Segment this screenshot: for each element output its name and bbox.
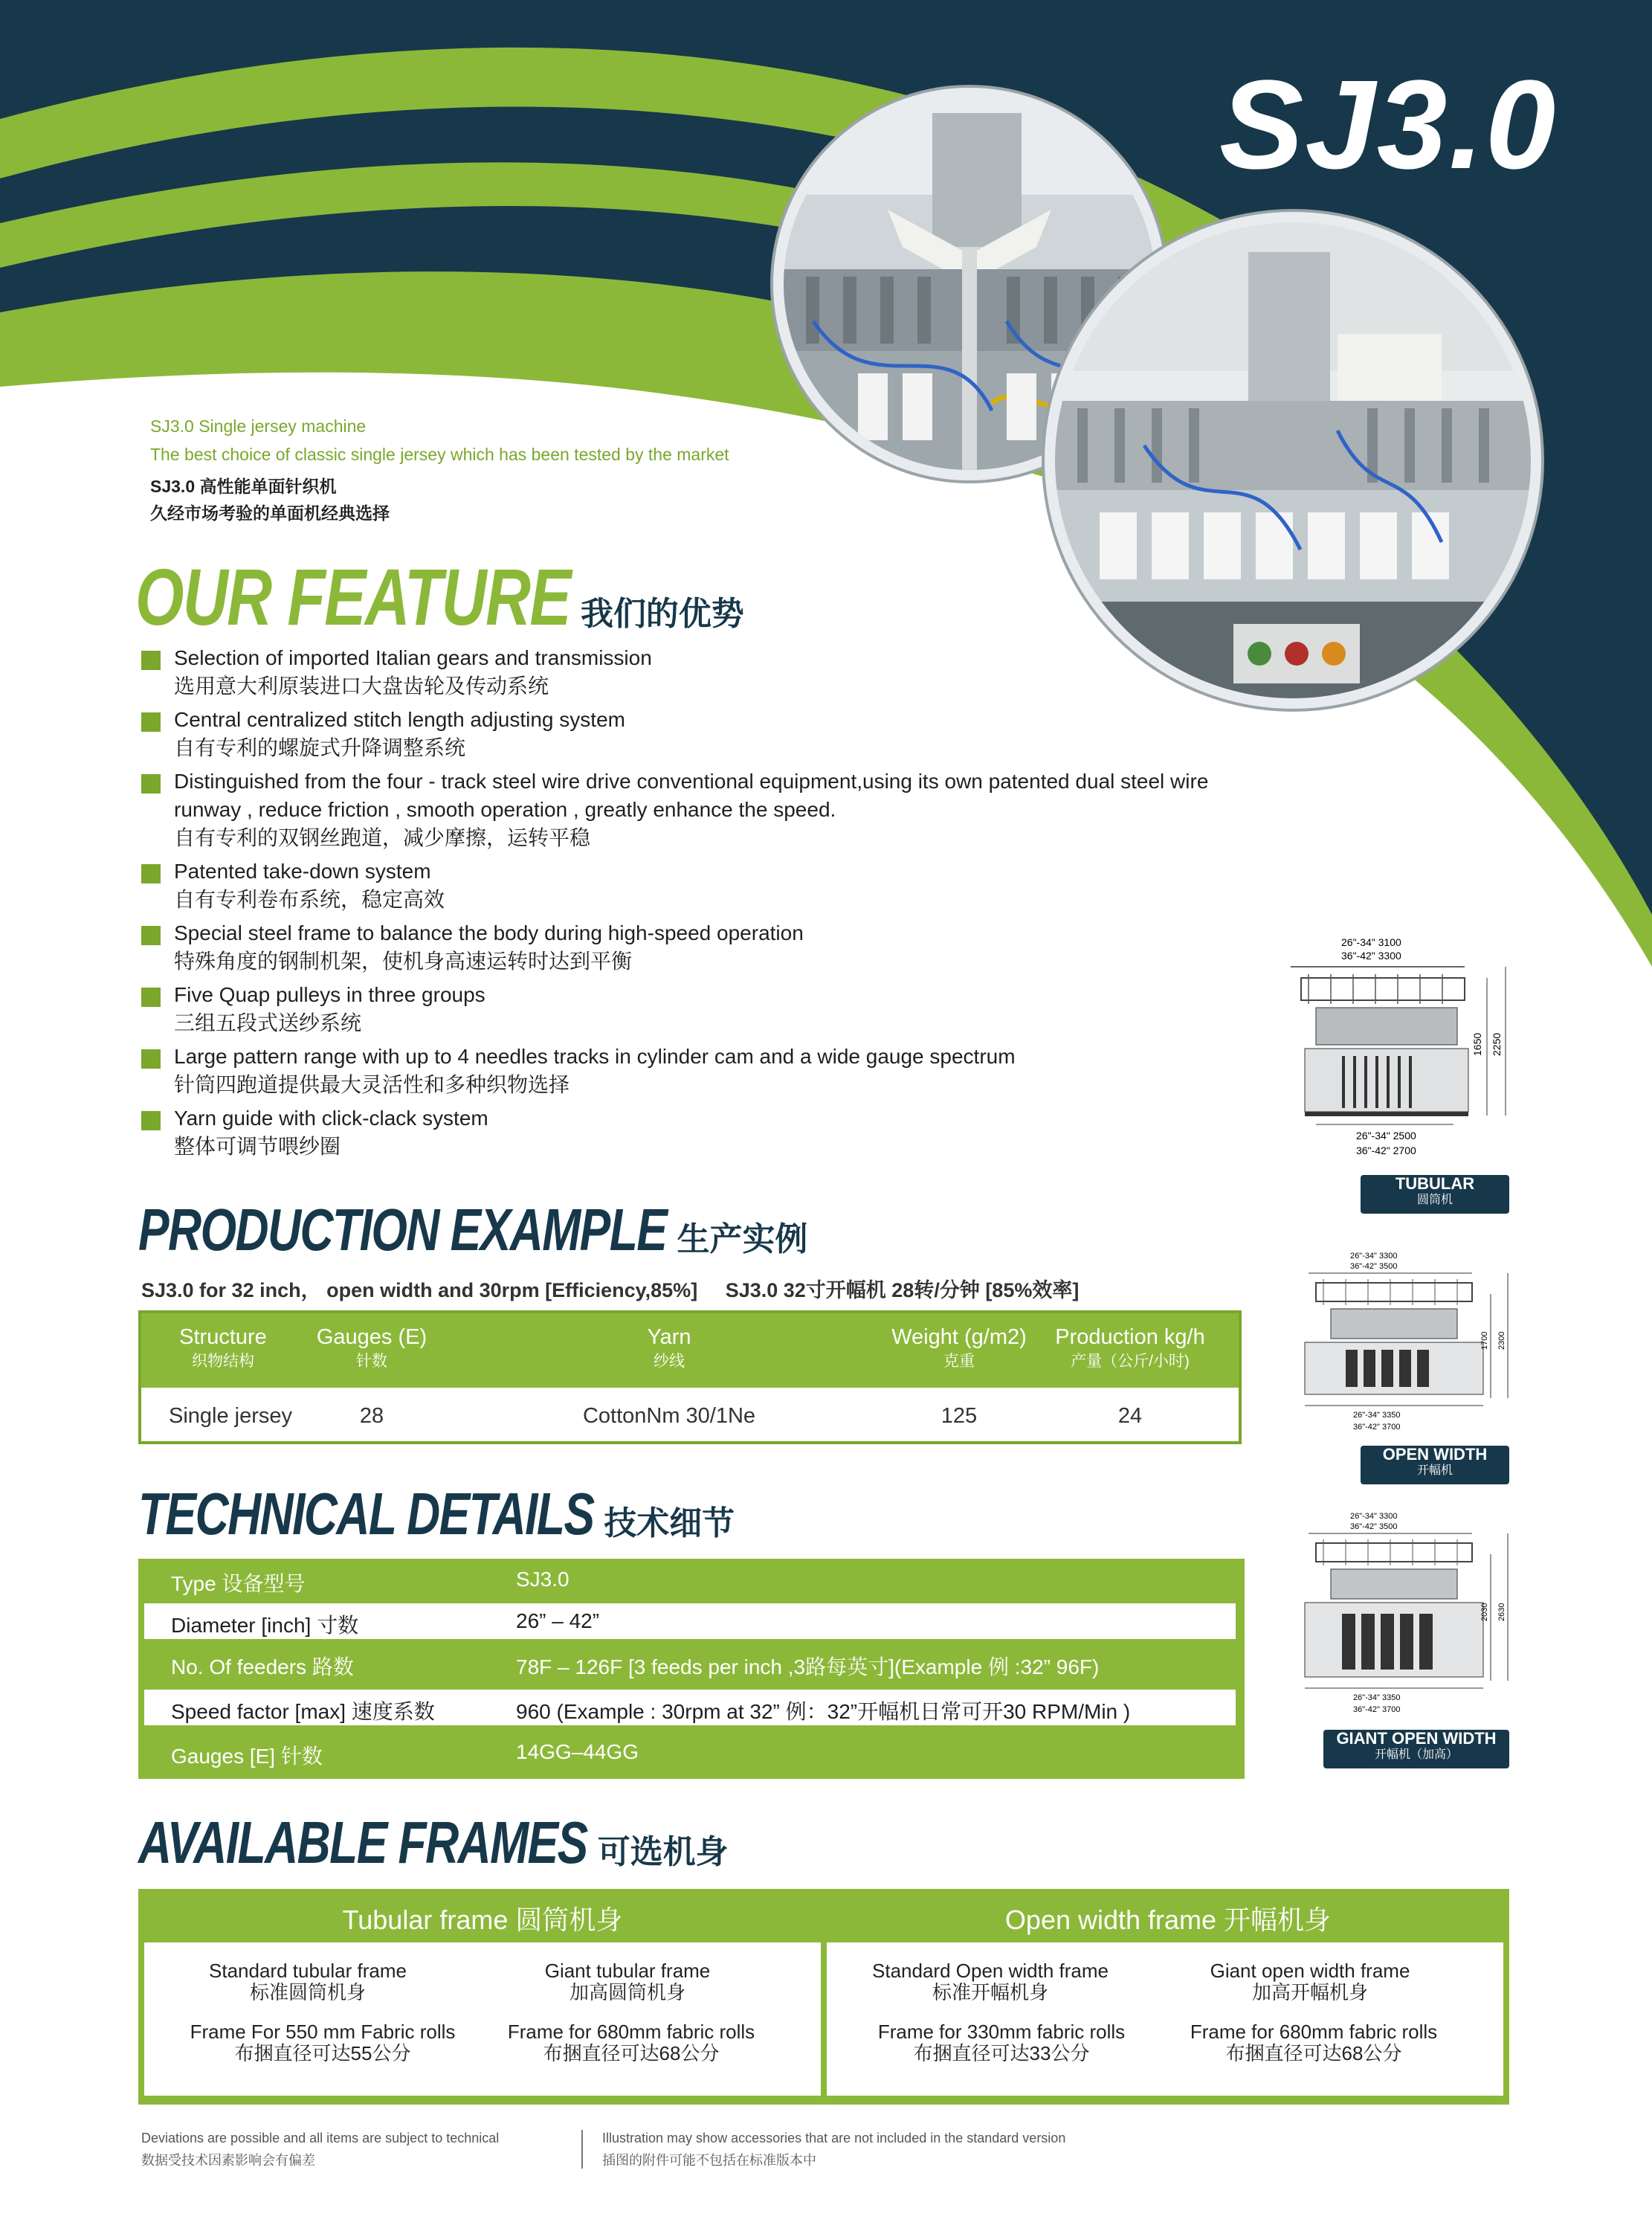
feature-cn: 特殊角度的钢制机架，使机身高速运转时达到平衡 <box>174 950 633 973</box>
giant-open-width-machine-diagram <box>1286 1510 1517 1718</box>
feature-title-en: OUR FEATURE <box>135 552 570 642</box>
table-row <box>144 1603 1236 1639</box>
feature-section-title <box>135 550 744 643</box>
dim-bottom-1: 26"-34" 3350 <box>1353 1693 1401 1702</box>
row-label: No. Of feeders 路数 <box>171 1655 354 1678</box>
feature-list <box>141 644 1271 1166</box>
production-title-cn: 生产实例 <box>677 1221 808 1258</box>
dim-bottom-1: 26"-34" 2500 <box>1356 1130 1416 1142</box>
technical-title-cn: 技术细节 <box>604 1505 735 1542</box>
dim-bottom-2: 36"-42" 3700 <box>1353 1423 1401 1432</box>
intro-line-1: SJ3.0 Single jersey machine <box>150 416 367 436</box>
footer-right-cn: 插图的附件可能不包括在标准版本中 <box>602 2153 816 2168</box>
header-cell: Production kg/h 产量（公斤/小时) <box>1055 1325 1205 1370</box>
feature-cn: 整体可调节喂纱圈 <box>174 1135 341 1158</box>
feature-item <box>141 767 1271 851</box>
feature-cn: 自有专利的螺旋式升降调整系统 <box>174 736 466 759</box>
feature-item <box>141 1043 1271 1098</box>
header-cell: Gauges (E) 针数 <box>316 1325 427 1370</box>
tubular-machine-diagram <box>1286 937 1517 1160</box>
feature-en: Five Quap pulleys in three groups <box>174 983 485 1006</box>
dim-height-1: 1700 <box>1480 1331 1489 1350</box>
table-row <box>144 1562 1236 1597</box>
dim-top-2: 36"-42" 3500 <box>1350 1522 1398 1531</box>
intro-line-2: The best choice of classic single jersey which has been tested by the market <box>150 445 729 464</box>
feature-cn: 自有专利卷布系统，稳定高效 <box>174 888 445 911</box>
feature-item <box>141 857 1271 913</box>
row-value: 14GG–44GG <box>516 1740 639 1763</box>
header-cell: Structure 织物结构 <box>179 1325 267 1370</box>
footer-left-cn: 数据受技术因素影响会有偏差 <box>141 2153 315 2168</box>
dim-bottom-2: 36"-42" 3700 <box>1353 1705 1401 1714</box>
bullet-square <box>141 988 161 1007</box>
row-label: Type 设备型号 <box>171 1572 306 1595</box>
open-width-machine-diagram <box>1286 1249 1517 1435</box>
feature-cn: 选用意大利原装进口大盘齿轮及传动系统 <box>174 675 549 698</box>
bullet-square <box>141 774 161 793</box>
dim-top-1: 26"-34" 3300 <box>1350 1512 1398 1521</box>
intro-block <box>150 412 819 527</box>
row-value: 26” – 42” <box>516 1609 600 1632</box>
dim-height-2: 2300 <box>1497 1331 1506 1350</box>
technical-table <box>138 1559 1245 1779</box>
feature-item <box>141 981 1271 1037</box>
open-frame-heading: Open width frame 开幅机身 <box>1004 1905 1332 1935</box>
production-table <box>138 1310 1242 1444</box>
diagram-label: TUBULAR 圆筒机 <box>1361 1175 1509 1214</box>
row-value: 78F – 126F [3 feeds per inch ,3路每英寸](Example 例 :32” 96F) <box>516 1655 1100 1678</box>
production-subtitle: SJ3.0 for 32 inch， open width and 30rpm [Efficiency,85%] SJ3.0 32寸开幅机 28转/分钟 [85%效率] <box>141 1279 1080 1301</box>
machine-photo-2 <box>1045 212 1541 709</box>
technical-title-en: TECHNICAL DETAILS <box>138 1481 594 1547</box>
table-row <box>144 1690 1236 1725</box>
production-section-title <box>138 1196 808 1264</box>
feature-en: Yarn guide with click-clack system <box>174 1107 488 1130</box>
frames-title-cn: 可选机身 <box>597 1834 729 1870</box>
diagram-label: OPEN WIDTH 开幅机 <box>1361 1446 1509 1484</box>
technical-section-title <box>138 1480 735 1548</box>
frame-item: Frame for 680mm fabric rolls 布捆直径可达68公分 <box>507 2021 755 2064</box>
row-label: Gauges [E] 针数 <box>171 1745 323 1768</box>
dim-top-2: 36"-42" 3300 <box>1341 950 1401 962</box>
feature-en: Large pattern range with up to 4 needles tracks in cylinder cam and a wide gauge spectrum <box>174 1045 1016 1068</box>
feature-en: Patented take-down system <box>174 860 431 883</box>
tubular-frame-box <box>144 1942 821 2096</box>
bullet-square <box>141 1111 161 1130</box>
feature-cn: 自有专利的双钢丝跑道，减少摩擦，运转平稳 <box>174 826 591 849</box>
feature-item <box>141 919 1271 975</box>
dim-top-1: 26"-34" 3100 <box>1341 937 1401 948</box>
frame-item: Standard tubular frame 标准圆筒机身 <box>209 1960 407 2003</box>
feature-en: Selection of imported Italian gears and transmission <box>174 646 652 669</box>
intro-line-4: 久经市场考验的单面机经典选择 <box>150 503 390 523</box>
production-table-header <box>141 1313 1239 1388</box>
bullet-square <box>141 1049 161 1069</box>
feature-item <box>141 706 1271 762</box>
row-label: Diameter [inch] 寸数 <box>171 1614 359 1637</box>
frame-item: Giant tubular frame 加高圆筒机身 <box>544 1960 711 2003</box>
tubular-frame-heading: Tubular frame 圆筒机身 <box>342 1905 623 1935</box>
table-cell: Single jersey <box>168 1404 293 1428</box>
model-title: SJ3.0 <box>1219 54 1558 196</box>
frame-item: Frame For 550 mm Fabric rolls 布捆直径可达55公分 <box>190 2021 456 2064</box>
bullet-square <box>141 712 161 732</box>
bullet-square <box>141 864 161 883</box>
header-cell: Yarn 纱线 <box>647 1325 691 1370</box>
table-cell: 125 <box>940 1404 978 1428</box>
frames-table <box>138 1889 1509 2105</box>
frame-item: Standard Open width frame 标准开幅机身 <box>872 1960 1109 2003</box>
row-label: Speed factor [max] 速度系数 <box>171 1700 435 1723</box>
dim-bottom-1: 26"-34" 3350 <box>1353 1411 1401 1420</box>
dim-top-2: 36"-42" 3500 <box>1350 1262 1398 1271</box>
table-cell: CottonNm 30/1Ne <box>582 1404 756 1428</box>
bullet-square <box>141 926 161 945</box>
table-row <box>144 1645 1236 1681</box>
feature-en: Central centralized stitch length adjusting system <box>174 708 625 731</box>
frames-title-en: AVAILABLE FRAMES <box>138 1809 587 1876</box>
frame-item: Frame for 330mm fabric rolls 布捆直径可达33公分 <box>877 2021 1126 2064</box>
row-value: 960 (Example : 30rpm at 32” 例：32”开幅机日常可开30 RPM/Min ) <box>516 1700 1131 1723</box>
feature-title-cn: 我们的优势 <box>581 596 744 632</box>
feature-item <box>141 1104 1271 1160</box>
dim-height-1: 2030 <box>1480 1603 1489 1621</box>
frame-item: Frame for 680mm fabric rolls 布捆直径可达68公分 <box>1190 2021 1438 2064</box>
table-row <box>144 1734 1236 1770</box>
dim-top-1: 26"-34" 3300 <box>1350 1252 1398 1261</box>
intro-line-3: SJ3.0 高性能单面针织机 <box>150 477 337 496</box>
header-cell: Weight (g/m2) 克重 <box>891 1325 1027 1370</box>
feature-cn: 三组五段式送纱系统 <box>174 1011 362 1034</box>
bullet-square <box>141 651 161 670</box>
dim-bottom-2: 36"-42" 2700 <box>1356 1145 1416 1156</box>
table-cell: 24 <box>1117 1404 1143 1428</box>
footer-divider <box>581 2130 583 2169</box>
table-cell: 28 <box>359 1404 384 1428</box>
dim-height-2: 2630 <box>1497 1603 1506 1621</box>
dim-height-2: 2250 <box>1491 1032 1503 1056</box>
production-title-en: PRODUCTION EXAMPLE <box>138 1197 667 1263</box>
frame-item: Giant open width frame 加高开幅机身 <box>1210 1960 1410 2003</box>
feature-en: Distinguished from the four - track steel wire drive conventional equipment,using its own patented dual steel wire runway , reduce friction , smooth operation , greatly enhance the speed. <box>174 770 1209 821</box>
frames-section-title <box>138 1809 729 1877</box>
footer-right-en: Illustration may show accessories that are not included in the standard version <box>602 2131 1066 2145</box>
open-frame-box <box>827 1942 1503 2096</box>
diagram-label: GIANT OPEN WIDTH 开幅机（加高） <box>1323 1730 1509 1768</box>
footer-left-en: Deviations are possible and all items are subject to technical <box>141 2131 500 2145</box>
dim-height-1: 1650 <box>1471 1032 1483 1056</box>
feature-item <box>141 644 1271 700</box>
feature-en: Special steel frame to balance the body during high-speed operation <box>174 921 804 944</box>
feature-cn: 针筒四跑道提供最大灵活性和多种织物选择 <box>174 1073 570 1096</box>
row-value: SJ3.0 <box>516 1568 570 1591</box>
